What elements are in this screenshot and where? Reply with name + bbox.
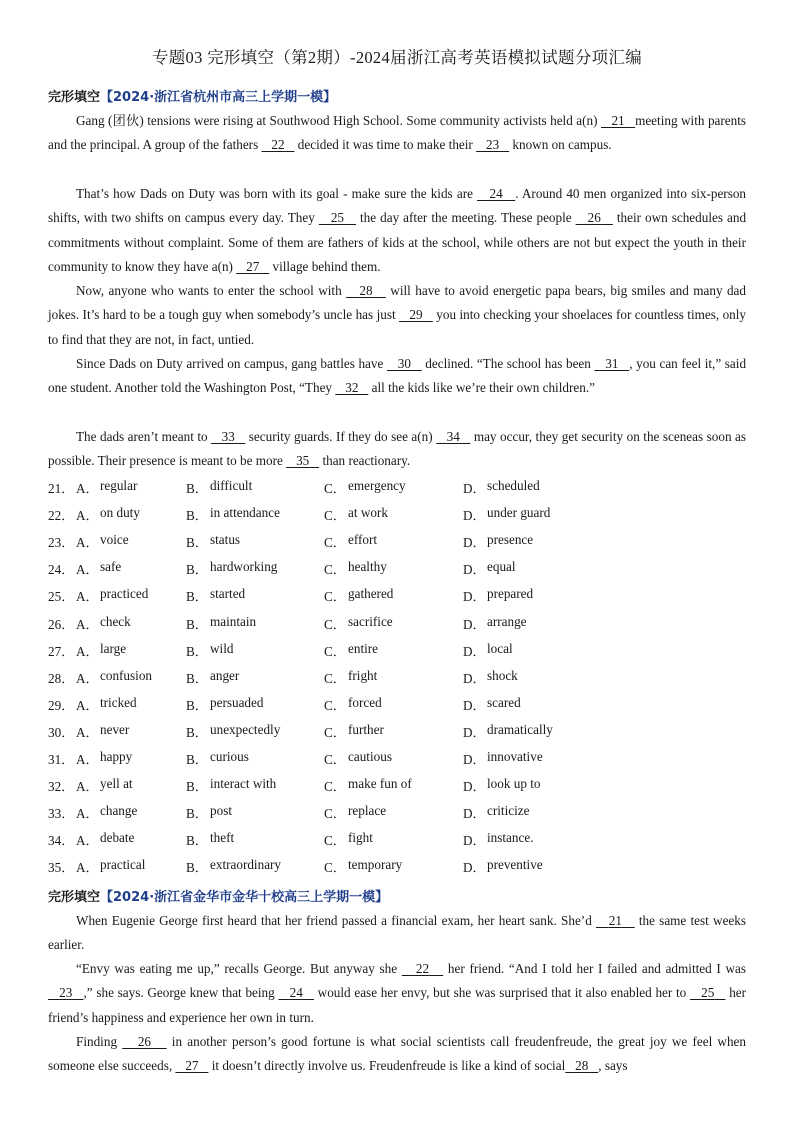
option-b <box>186 857 324 876</box>
passage-paragraph: That’s how Dads on Duty was born with its goal - make sure the kids are 24 . Around 40 men organized into six-person shifts, with two shifts on campus every day. They 25 the day after the meeting. These people 26 their own schedules and commitments without complaint. Some of them are fathers of kids at the school, while others are not but expect the youth in their community to know they have a(n) 27 village behind them. <box>48 186 747 274</box>
option-letter: A． <box>76 751 99 767</box>
option-text: dramatically <box>487 721 553 737</box>
blank-22: 22 <box>415 961 430 976</box>
question-number: 26． <box>48 616 75 632</box>
option-text: curious <box>210 748 249 764</box>
option-a <box>76 749 186 768</box>
option-b <box>186 532 324 551</box>
option-letter: D． <box>463 643 486 659</box>
option-b <box>186 478 324 497</box>
question-number: 33． <box>48 806 75 822</box>
blank-27: 27 <box>185 1058 199 1074</box>
blank-24: 24 <box>489 186 503 201</box>
option-text: prepared <box>487 586 534 602</box>
option-d <box>463 505 623 524</box>
option-letter: A． <box>76 616 99 632</box>
option-c <box>324 857 463 876</box>
option-text: innovative <box>487 748 543 764</box>
option-letter: D． <box>463 670 486 686</box>
option-c <box>324 776 463 795</box>
option-text: change <box>100 803 138 819</box>
option-letter: A． <box>76 724 99 740</box>
option-letter: B． <box>186 562 208 578</box>
option-text: healthy <box>348 559 387 575</box>
blank-23: 23 <box>486 137 500 153</box>
option-text: post <box>210 803 232 819</box>
question-number: 25． <box>48 589 75 605</box>
option-b <box>186 614 324 633</box>
option-text: local <box>487 640 513 656</box>
option-text: safe <box>100 559 122 575</box>
option-letter: D． <box>463 616 486 632</box>
option-letter: D． <box>463 535 486 551</box>
blank-25: 25 <box>701 985 715 1001</box>
option-text: started <box>210 586 246 602</box>
option-letter: C． <box>324 697 346 713</box>
option-row <box>48 555 748 582</box>
option-b <box>186 749 324 768</box>
option-row <box>48 718 748 745</box>
option-d <box>463 478 623 497</box>
blank-29: 29 <box>409 307 423 323</box>
option-row <box>48 582 748 609</box>
option-text: tricked <box>100 694 137 710</box>
option-d <box>463 722 623 741</box>
option-text: wild <box>210 640 234 656</box>
option-c <box>324 586 463 605</box>
option-letter: A． <box>76 643 99 659</box>
option-row <box>48 664 748 691</box>
option-text: regular <box>100 478 138 494</box>
option-letter: D． <box>463 562 486 578</box>
option-text: temporary <box>348 857 403 873</box>
option-letter: D． <box>463 751 486 767</box>
option-b <box>186 641 324 660</box>
option-letter: C． <box>324 724 346 740</box>
option-letter: C． <box>324 860 346 876</box>
option-c <box>324 749 463 768</box>
option-text: sacrifice <box>348 613 393 629</box>
section-label: 完形填空 <box>48 890 101 905</box>
question-number: 27． <box>48 643 75 659</box>
option-letter: D． <box>463 833 486 849</box>
option-letter: A． <box>76 697 99 713</box>
option-letter: A． <box>76 535 99 551</box>
blank-28: 28 <box>359 283 373 298</box>
blank-34: 34 <box>446 429 460 444</box>
option-d <box>463 749 623 768</box>
option-c <box>324 641 463 660</box>
option-letter: C． <box>324 670 346 686</box>
option-text: effort <box>348 532 378 548</box>
section-heading-1 <box>48 86 336 105</box>
option-text: unexpectedly <box>210 721 281 737</box>
option-b <box>186 722 324 741</box>
option-letter: B． <box>186 643 208 659</box>
option-a <box>76 532 186 551</box>
option-text: criticize <box>487 803 530 819</box>
blank-35: 35 <box>296 453 310 469</box>
blank-23: 23 <box>59 985 73 1001</box>
question-number: 31． <box>48 751 75 767</box>
option-a <box>76 559 186 578</box>
option-letter: A． <box>76 589 99 605</box>
question-number: 29． <box>48 697 75 713</box>
option-row <box>48 528 748 555</box>
option-letter: C． <box>324 833 346 849</box>
section-heading-2 <box>48 886 388 905</box>
option-row <box>48 691 748 718</box>
option-text: emergency <box>348 478 406 494</box>
option-text: extraordinary <box>210 857 282 873</box>
option-text: status <box>210 532 241 548</box>
option-d <box>463 830 623 849</box>
option-letter: A． <box>76 833 99 849</box>
question-number: 32． <box>48 779 75 795</box>
option-b <box>186 668 324 687</box>
option-d <box>463 803 623 822</box>
option-letter: C． <box>324 535 346 551</box>
option-b <box>186 776 324 795</box>
option-letter: D． <box>463 779 486 795</box>
option-text: equal <box>487 559 516 575</box>
blank-21: 21 <box>611 113 625 128</box>
question-number: 35． <box>48 860 75 876</box>
option-d <box>463 695 623 714</box>
option-letter: C． <box>324 616 346 632</box>
option-text: theft <box>210 830 235 846</box>
blank-22: 22 <box>271 137 285 153</box>
option-letter: B． <box>186 589 208 605</box>
option-d <box>463 857 623 876</box>
option-c <box>324 478 463 497</box>
option-text: interact with <box>210 776 277 792</box>
option-b <box>186 559 324 578</box>
option-text: persuaded <box>210 694 264 710</box>
option-text: make fun of <box>348 776 412 792</box>
option-letter: D． <box>463 697 486 713</box>
option-letter: C． <box>324 508 346 524</box>
option-text: large <box>100 640 127 656</box>
option-a <box>76 776 186 795</box>
option-d <box>463 641 623 660</box>
option-text: difficult <box>210 478 253 494</box>
option-row <box>48 799 748 826</box>
option-letter: B． <box>186 751 208 767</box>
question-number: 28． <box>48 670 75 686</box>
section-source: 【2024·浙江省杭州市高三上学期一模】 <box>100 90 337 105</box>
option-row <box>48 826 748 853</box>
option-text: fright <box>348 667 378 683</box>
option-text: forced <box>348 694 382 710</box>
option-text: look up to <box>487 776 541 792</box>
option-letter: D． <box>463 508 486 524</box>
option-text: preventive <box>487 857 543 873</box>
option-b <box>186 695 324 714</box>
option-letter: A． <box>76 860 99 876</box>
blank-27: 27 <box>246 258 260 274</box>
option-c <box>324 614 463 633</box>
option-c <box>324 505 463 524</box>
option-letter: C． <box>324 751 346 767</box>
blank-31: 31 <box>605 356 619 371</box>
option-text: arrange <box>487 613 527 629</box>
option-letter: B． <box>186 670 208 686</box>
option-letter: B． <box>186 697 208 713</box>
option-row <box>48 474 748 501</box>
question-number: 30． <box>48 724 75 740</box>
page-title: 专题03 完形填空（第2期）-2024届浙江高考英语模拟试题分项汇编 <box>151 48 643 67</box>
option-row <box>48 609 748 636</box>
option-letter: C． <box>324 481 346 497</box>
option-row <box>48 501 748 528</box>
option-text: gathered <box>348 586 394 602</box>
option-a <box>76 668 186 687</box>
option-text: maintain <box>210 613 257 629</box>
passage-paragraph: Since Dads on Duty arrived on campus, gang battles have 30 declined. “The school has been 31 , you can feel it,” said one student. Another told the Washington Post, “They 32 all the kids like we’re their own children.” <box>48 356 747 396</box>
option-d <box>463 559 623 578</box>
option-text: anger <box>210 667 240 683</box>
option-d <box>463 614 623 633</box>
option-b <box>186 505 324 524</box>
option-row <box>48 853 748 880</box>
blank-32: 32 <box>345 380 359 396</box>
option-letter: B． <box>186 535 208 551</box>
option-text: cautious <box>348 748 392 764</box>
option-letter: A． <box>76 562 99 578</box>
section-source: 【2024·浙江省金华市金华十校高三上学期一模】 <box>100 890 389 905</box>
option-text: practical <box>100 857 146 873</box>
option-letter: A． <box>76 670 99 686</box>
option-b <box>186 803 324 822</box>
option-text: voice <box>100 532 129 548</box>
option-letter: C． <box>324 589 346 605</box>
option-letter: B． <box>186 508 208 524</box>
passage-paragraph: The dads aren’t meant to 33 security guards. If they do see a(n) 34 may occur, they get security on the sceneas soon as possible. Their presence is meant to be more 35 than reactionary. <box>48 429 747 469</box>
option-letter: D． <box>463 481 486 497</box>
passage-paragraph: Gang (团伙) tensions were rising at Southwood High School. Some community activists held a(n) 21 meeting with parents and the principal. A group of the fathers 22 decided it was time to make their 23 known on campus. <box>48 113 747 153</box>
option-letter: A． <box>76 508 99 524</box>
option-c <box>324 559 463 578</box>
blank-30: 30 <box>397 356 411 371</box>
option-text: check <box>100 613 131 629</box>
option-text: under guard <box>487 505 551 521</box>
option-letter: B． <box>186 860 208 876</box>
option-letter: D． <box>463 589 486 605</box>
option-text: scheduled <box>487 478 540 494</box>
option-c <box>324 532 463 551</box>
question-number: 22． <box>48 508 75 524</box>
option-text: scared <box>487 694 521 710</box>
option-text: happy <box>100 748 133 764</box>
option-b <box>186 830 324 849</box>
option-letter: C． <box>324 779 346 795</box>
question-number: 24． <box>48 562 75 578</box>
option-letter: D． <box>463 724 486 740</box>
option-text: further <box>348 721 384 737</box>
option-b <box>186 586 324 605</box>
option-text: never <box>100 721 130 737</box>
option-row <box>48 772 748 799</box>
option-letter: C． <box>324 806 346 822</box>
question-number: 21． <box>48 481 75 497</box>
option-letter: B． <box>186 481 208 497</box>
option-d <box>463 532 623 551</box>
option-c <box>324 722 463 741</box>
passage-paragraph: Now, anyone who wants to enter the school with 28 will have to avoid energetic papa bears, big smiles and many dad jokes. It’s hard to be a tough guy when somebody’s uncle has just 29 you into checking your shoelaces for countless times, only to find that they are not, in fact, untied. <box>48 283 747 347</box>
option-letter: B． <box>186 616 208 632</box>
blank-26: 26 <box>587 210 601 226</box>
option-letter: C． <box>324 643 346 659</box>
option-letter: A． <box>76 481 99 497</box>
option-a <box>76 803 186 822</box>
option-letter: A． <box>76 806 99 822</box>
option-text: instance. <box>487 830 534 846</box>
option-letter: A． <box>76 779 99 795</box>
option-d <box>463 776 623 795</box>
question-number: 34． <box>48 833 75 849</box>
blank-21: 21 <box>608 913 622 928</box>
option-c <box>324 695 463 714</box>
option-row <box>48 637 748 664</box>
option-letter: B． <box>186 724 208 740</box>
option-letter: B． <box>186 833 208 849</box>
option-letter: B． <box>186 779 208 795</box>
option-c <box>324 668 463 687</box>
option-letter: D． <box>463 806 486 822</box>
option-text: on duty <box>100 505 140 521</box>
option-row <box>48 745 748 772</box>
option-a <box>76 478 186 497</box>
option-text: practiced <box>100 586 149 602</box>
option-text: debate <box>100 830 135 846</box>
question-number: 23． <box>48 535 75 551</box>
option-text: entire <box>348 640 379 656</box>
option-text: in attendance <box>210 505 280 521</box>
option-d <box>463 586 623 605</box>
blank-33: 33 <box>221 429 235 444</box>
section-label: 完形填空 <box>48 90 101 105</box>
option-a <box>76 505 186 524</box>
option-a <box>76 586 186 605</box>
blank-28: 28 <box>575 1058 589 1074</box>
passage-paragraph: Finding 26 in another person’s good fortune is what social scientists call freudenfreude, the great joy we feel when someone else succeeds, 27 it doesn’t directly involve us. Freudenfreude is like a kind of social 28 , says <box>48 1034 746 1074</box>
blank-26: 26 <box>137 1034 152 1049</box>
blank-24: 24 <box>289 985 303 1001</box>
option-text: fight <box>348 830 373 846</box>
option-letter: C． <box>324 562 346 578</box>
option-text: presence <box>487 532 534 548</box>
option-text: shock <box>487 667 518 683</box>
passage-paragraph: “Envy was eating me up,” recalls George. But anyway she 22 her friend. “And I told her I failed and admitted I was 23 ,” she says. George knew that being 24 would ease her envy, but she was surprised that it also enabled her to 25 her friend’s happiness and experience her own in turn. <box>48 961 747 1025</box>
option-d <box>463 668 623 687</box>
option-c <box>324 803 463 822</box>
option-letter: B． <box>186 806 208 822</box>
option-letter: D． <box>463 860 486 876</box>
option-a <box>76 722 186 741</box>
option-a <box>76 614 186 633</box>
passage-paragraph: When Eugenie George first heard that her friend passed a financial exam, her heart sank. She’d 21 the same test weeks earlier. <box>48 913 747 953</box>
option-text: hardworking <box>210 559 278 575</box>
answer-options <box>48 474 748 880</box>
option-text: at work <box>348 505 388 521</box>
blank-25: 25 <box>330 210 344 226</box>
option-a <box>76 695 186 714</box>
option-a <box>76 830 186 849</box>
option-text: yell at <box>100 776 133 792</box>
option-a <box>76 641 186 660</box>
option-text: confusion <box>100 667 153 683</box>
option-text: replace <box>348 803 387 819</box>
option-c <box>324 830 463 849</box>
option-a <box>76 857 186 876</box>
